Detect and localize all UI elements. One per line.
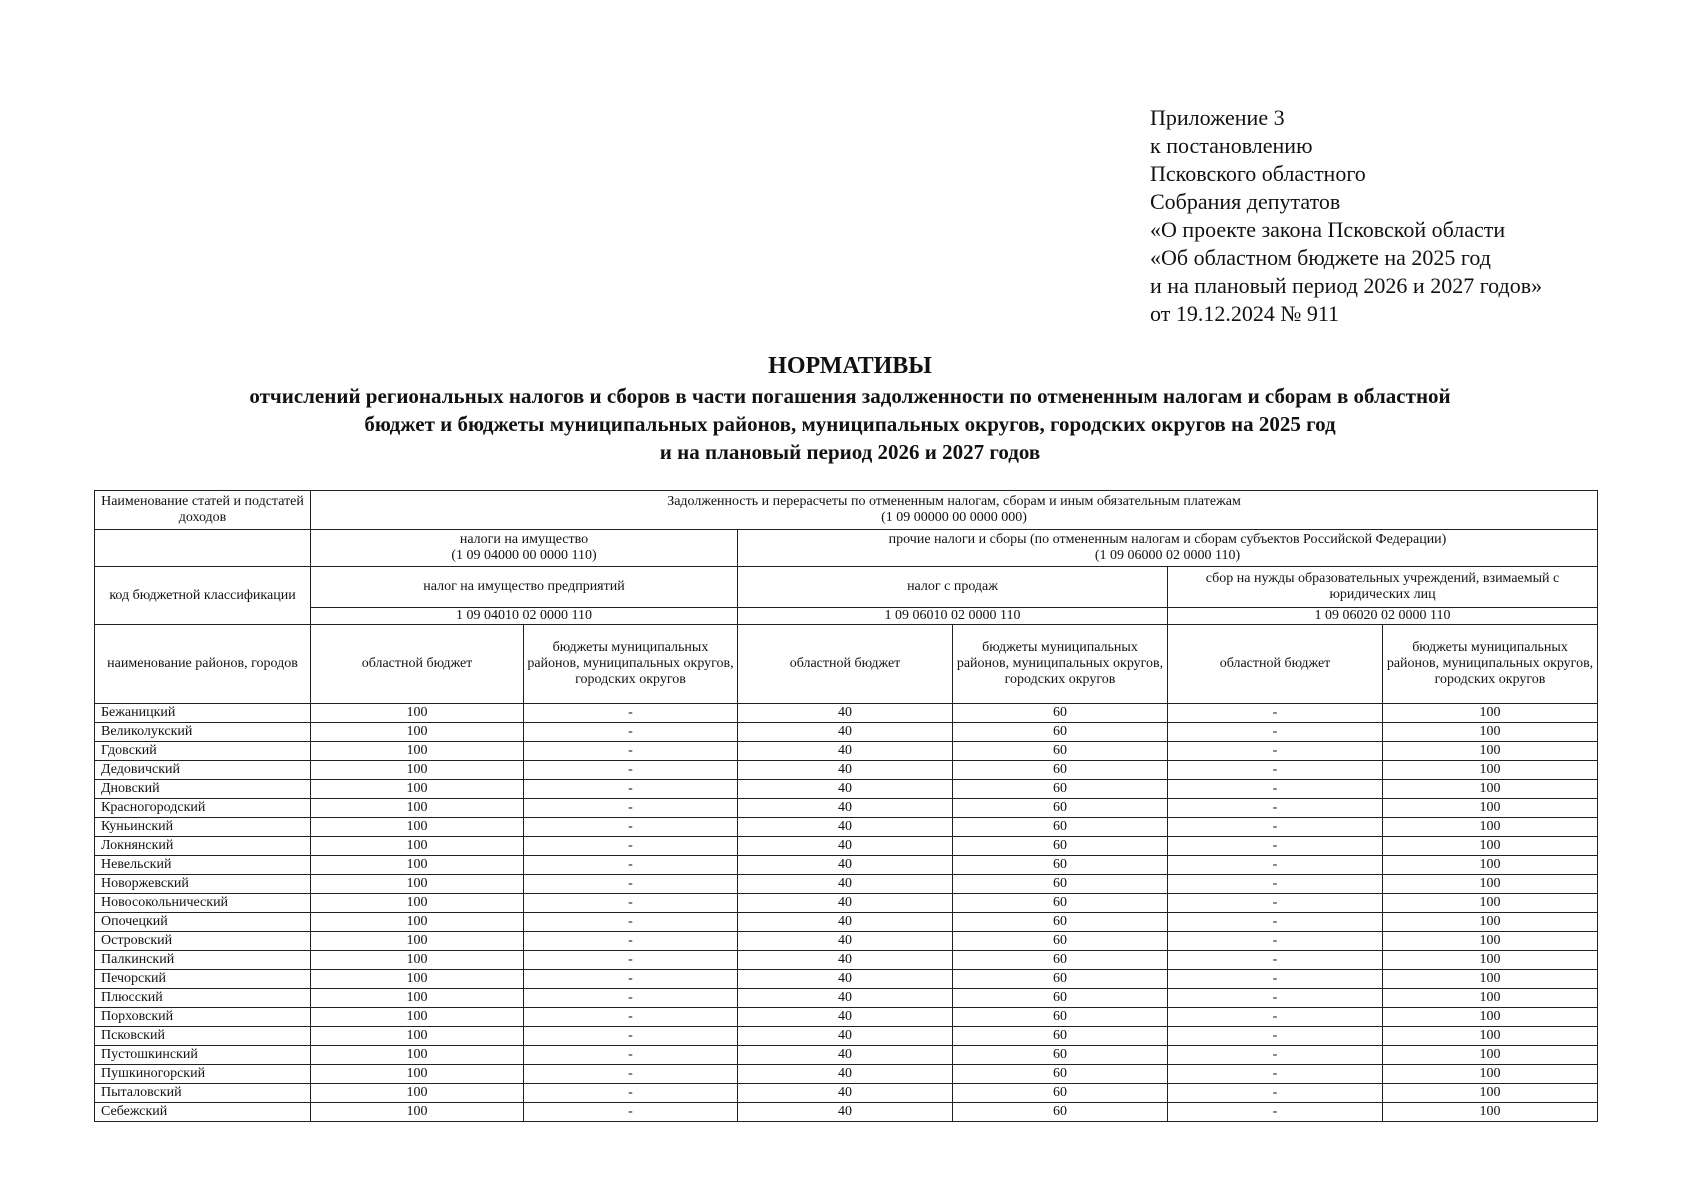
norm-value: - (524, 704, 738, 723)
header-municipal-budget: бюджеты муниципальных районов, муниципальных округов, городских округов (524, 625, 738, 704)
norm-value: - (524, 951, 738, 970)
header-debt: Задолженность и перерасчеты по отмененным налогам, сборам и иным обязательным платежам (1 09 00000 00 0000 000) (311, 491, 1598, 530)
norm-value: 60 (953, 761, 1168, 780)
norm-value: 100 (1383, 761, 1598, 780)
norm-value: 40 (738, 742, 953, 761)
norm-value: 100 (311, 875, 524, 894)
table-row (95, 818, 1598, 837)
code-edu-fee: 1 09 06020 02 0000 110 (1168, 608, 1598, 625)
document-subtitle-line: отчислений региональных налогов и сборов в части погашения задолженности по отмененным налогам и сборам в областной (249, 384, 1451, 408)
table-row (95, 1008, 1598, 1027)
norm-value: 100 (1383, 723, 1598, 742)
norm-value: 60 (953, 1027, 1168, 1046)
norm-value: 100 (1383, 1065, 1598, 1084)
norm-value: 40 (738, 761, 953, 780)
header-sales-tax: налог с продаж (738, 567, 1168, 608)
norm-value: 40 (738, 837, 953, 856)
norm-value: 100 (1383, 894, 1598, 913)
norm-value: - (1168, 989, 1383, 1008)
norm-value: 100 (311, 970, 524, 989)
norm-value: - (1168, 799, 1383, 818)
norm-value: - (1168, 970, 1383, 989)
norm-value: - (1168, 932, 1383, 951)
norm-value: - (524, 742, 738, 761)
norm-value: 100 (1383, 913, 1598, 932)
norm-value: 100 (1383, 704, 1598, 723)
table-row (95, 913, 1598, 932)
norm-value: 100 (311, 837, 524, 856)
norm-value: 100 (311, 761, 524, 780)
norm-value: - (524, 1065, 738, 1084)
norm-value: 40 (738, 913, 953, 932)
norm-value: 100 (311, 1103, 524, 1122)
district-name: Опочецкий (95, 913, 311, 932)
norm-value: 100 (311, 704, 524, 723)
norm-value: 40 (738, 1084, 953, 1103)
district-name: Палкинский (95, 951, 311, 970)
table-row (95, 799, 1598, 818)
norm-value: - (524, 818, 738, 837)
norm-value: 100 (311, 1008, 524, 1027)
approval-line: Собрания депутатов (1150, 189, 1341, 214)
approval-line: «О проекте закона Псковской области (1150, 217, 1506, 242)
norm-value: 60 (953, 1065, 1168, 1084)
approval-line: Приложение 3 (1150, 105, 1285, 130)
norm-value: - (524, 856, 738, 875)
district-name: Новосокольнический (95, 894, 311, 913)
norm-value: 100 (311, 799, 524, 818)
norm-value: 40 (738, 1027, 953, 1046)
norm-value: - (524, 894, 738, 913)
district-name: Пыталовский (95, 1084, 311, 1103)
norm-value: - (524, 780, 738, 799)
norm-value: 40 (738, 894, 953, 913)
norm-value: - (1168, 913, 1383, 932)
norm-value: - (1168, 1065, 1383, 1084)
norm-value: 60 (953, 704, 1168, 723)
norm-value: 40 (738, 856, 953, 875)
table-row (95, 875, 1598, 894)
norm-value: 100 (311, 989, 524, 1008)
norm-value: 100 (311, 1027, 524, 1046)
code-sales-tax: 1 09 06010 02 0000 110 (738, 608, 1168, 625)
norm-value: 100 (311, 818, 524, 837)
norm-value: - (524, 1103, 738, 1122)
norm-value: 60 (953, 875, 1168, 894)
norm-value: 100 (1383, 837, 1598, 856)
norm-value: 100 (1383, 742, 1598, 761)
approval-line: к постановлению (1150, 133, 1313, 158)
approval-line: от 19.12.2024 № 911 (1150, 301, 1339, 326)
norm-value: 60 (953, 742, 1168, 761)
norm-value: 100 (1383, 818, 1598, 837)
norm-value: 100 (311, 780, 524, 799)
district-name: Плюсский (95, 989, 311, 1008)
table-row (95, 932, 1598, 951)
district-name: Пушкиногорский (95, 1065, 311, 1084)
norm-value: 60 (953, 1008, 1168, 1027)
approval-line: и на плановый период 2026 и 2027 годов» (1150, 273, 1543, 298)
header-edu-fee: сбор на нужды образовательных учреждений, взимаемый с юридических лиц (1168, 567, 1598, 608)
district-name: Гдовский (95, 742, 311, 761)
norm-value: 60 (953, 837, 1168, 856)
district-name: Себежский (95, 1103, 311, 1122)
norm-value: - (524, 970, 738, 989)
norm-value: 60 (953, 1084, 1168, 1103)
norm-value: 100 (1383, 1084, 1598, 1103)
header-regional-budget: областной бюджет (1168, 625, 1383, 704)
document-title: НОРМАТИВЫ (768, 353, 932, 379)
table-row (95, 780, 1598, 799)
norm-value: - (1168, 761, 1383, 780)
norm-value: 60 (953, 989, 1168, 1008)
norm-value: - (1168, 1084, 1383, 1103)
norm-value: 40 (738, 875, 953, 894)
norm-value: - (1168, 704, 1383, 723)
header-regional-budget: областной бюджет (738, 625, 953, 704)
district-name: Островский (95, 932, 311, 951)
norm-value: 40 (738, 970, 953, 989)
table-row (95, 856, 1598, 875)
norm-value: 60 (953, 1046, 1168, 1065)
norm-value: - (1168, 1027, 1383, 1046)
norm-value: 100 (1383, 970, 1598, 989)
norm-value: 100 (311, 951, 524, 970)
table-row (95, 742, 1598, 761)
table-row (95, 1046, 1598, 1065)
norm-value: 100 (311, 1065, 524, 1084)
norm-value: 100 (1383, 799, 1598, 818)
table-row (95, 1084, 1598, 1103)
table-row (95, 723, 1598, 742)
table-row (95, 894, 1598, 913)
norm-value: - (1168, 1046, 1383, 1065)
document-heading (100, 350, 1600, 466)
norm-value: - (1168, 856, 1383, 875)
norm-value: 100 (311, 894, 524, 913)
district-name: Бежаницкий (95, 704, 311, 723)
table-row (95, 989, 1598, 1008)
norm-value: - (524, 932, 738, 951)
norm-value: 100 (311, 1084, 524, 1103)
header-municipal-budget: бюджеты муниципальных районов, муниципальных округов, городских округов (1383, 625, 1598, 704)
district-name: Локнянский (95, 837, 311, 856)
norm-value: 40 (738, 932, 953, 951)
norm-value: 60 (953, 799, 1168, 818)
table-row (95, 704, 1598, 723)
norm-value: 100 (1383, 856, 1598, 875)
norm-value: 40 (738, 818, 953, 837)
table-row (95, 951, 1598, 970)
norm-value: 60 (953, 951, 1168, 970)
table-row (95, 970, 1598, 989)
norm-value: 60 (953, 894, 1168, 913)
district-name: Псковский (95, 1027, 311, 1046)
norm-value: 100 (311, 723, 524, 742)
header-empty (95, 530, 311, 567)
norm-value: 40 (738, 799, 953, 818)
header-regional-budget: областной бюджет (311, 625, 524, 704)
norm-value: - (524, 1046, 738, 1065)
table-body (95, 704, 1598, 1122)
table-row (95, 837, 1598, 856)
district-name: Новоржевский (95, 875, 311, 894)
header-items: Наименование статей и подстатей доходов (95, 491, 311, 530)
norm-value: 60 (953, 970, 1168, 989)
norm-value: 100 (1383, 1103, 1598, 1122)
table-row (95, 761, 1598, 780)
header-kbk: код бюджетной классификации (95, 567, 311, 625)
approval-block (1150, 104, 1542, 328)
norm-value: 40 (738, 1103, 953, 1122)
norm-value: - (1168, 875, 1383, 894)
norm-value: 100 (1383, 780, 1598, 799)
norm-value: - (524, 1084, 738, 1103)
norm-value: - (524, 989, 738, 1008)
norm-value: 40 (738, 1008, 953, 1027)
norm-value: 60 (953, 856, 1168, 875)
approval-line: «Об областном бюджете на 2025 год (1150, 245, 1491, 270)
norm-value: - (524, 723, 738, 742)
norm-value: 100 (311, 1046, 524, 1065)
norm-value: 100 (1383, 1008, 1598, 1027)
norm-value: - (1168, 951, 1383, 970)
district-name: Куньинский (95, 818, 311, 837)
norm-value: 100 (311, 856, 524, 875)
norm-value: 40 (738, 951, 953, 970)
norm-value: - (1168, 780, 1383, 799)
district-name: Красногородский (95, 799, 311, 818)
norm-value: 60 (953, 780, 1168, 799)
document-subtitle-line: бюджет и бюджеты муниципальных районов, муниципальных округов, городских округов на 2025 год (364, 412, 1336, 436)
norm-value: 60 (953, 932, 1168, 951)
norm-value: 100 (311, 932, 524, 951)
norm-value: 100 (311, 913, 524, 932)
norm-value: 40 (738, 723, 953, 742)
header-enterprise-tax: налог на имущество предприятий (311, 567, 738, 608)
approval-line: Псковского областного (1150, 161, 1366, 186)
code-enterprise-tax: 1 09 04010 02 0000 110 (311, 608, 738, 625)
district-name: Печорский (95, 970, 311, 989)
norm-value: 100 (1383, 875, 1598, 894)
norm-value: 100 (1383, 951, 1598, 970)
norms-table (94, 490, 1598, 1122)
norm-value: - (1168, 1008, 1383, 1027)
norm-value: - (524, 1027, 738, 1046)
table-row (95, 1103, 1598, 1122)
document-subtitle-line: и на плановый период 2026 и 2027 годов (659, 440, 1041, 464)
norm-value: - (524, 761, 738, 780)
header-districts: наименование районов, городов (95, 625, 311, 704)
norm-value: 40 (738, 1046, 953, 1065)
norm-value: 60 (953, 818, 1168, 837)
norm-value: - (524, 875, 738, 894)
norm-value: - (524, 913, 738, 932)
norm-value: 100 (1383, 989, 1598, 1008)
table-row (95, 1027, 1598, 1046)
norm-value: 40 (738, 704, 953, 723)
header-other-taxes: прочие налоги и сборы (по отмененным налогам и сборам субъектов Российской Федерации) (1 09 06000 02 0000 110) (738, 530, 1598, 567)
district-name: Невельский (95, 856, 311, 875)
norm-value: - (1168, 837, 1383, 856)
norm-value: - (524, 799, 738, 818)
norm-value: 40 (738, 1065, 953, 1084)
norm-value: 100 (1383, 1027, 1598, 1046)
district-name: Дновский (95, 780, 311, 799)
district-name: Великолукский (95, 723, 311, 742)
norm-value: 100 (1383, 932, 1598, 951)
norm-value: 40 (738, 989, 953, 1008)
norm-value: - (1168, 818, 1383, 837)
district-name: Порховский (95, 1008, 311, 1027)
norm-value: - (524, 1008, 738, 1027)
norm-value: 40 (738, 780, 953, 799)
header-property: налоги на имущество (1 09 04000 00 0000 110) (311, 530, 738, 567)
header-municipal-budget: бюджеты муниципальных районов, муниципальных округов, городских округов (953, 625, 1168, 704)
norm-value: 60 (953, 1103, 1168, 1122)
norm-value: - (1168, 742, 1383, 761)
norm-value: 60 (953, 913, 1168, 932)
district-name: Дедовичский (95, 761, 311, 780)
norm-value: 100 (1383, 1046, 1598, 1065)
norm-value: - (1168, 723, 1383, 742)
norm-value: - (1168, 894, 1383, 913)
norm-value: - (524, 837, 738, 856)
norm-value: - (1168, 1103, 1383, 1122)
norm-value: 100 (311, 742, 524, 761)
norm-value: 60 (953, 723, 1168, 742)
district-name: Пустошкинский (95, 1046, 311, 1065)
table-row (95, 1065, 1598, 1084)
